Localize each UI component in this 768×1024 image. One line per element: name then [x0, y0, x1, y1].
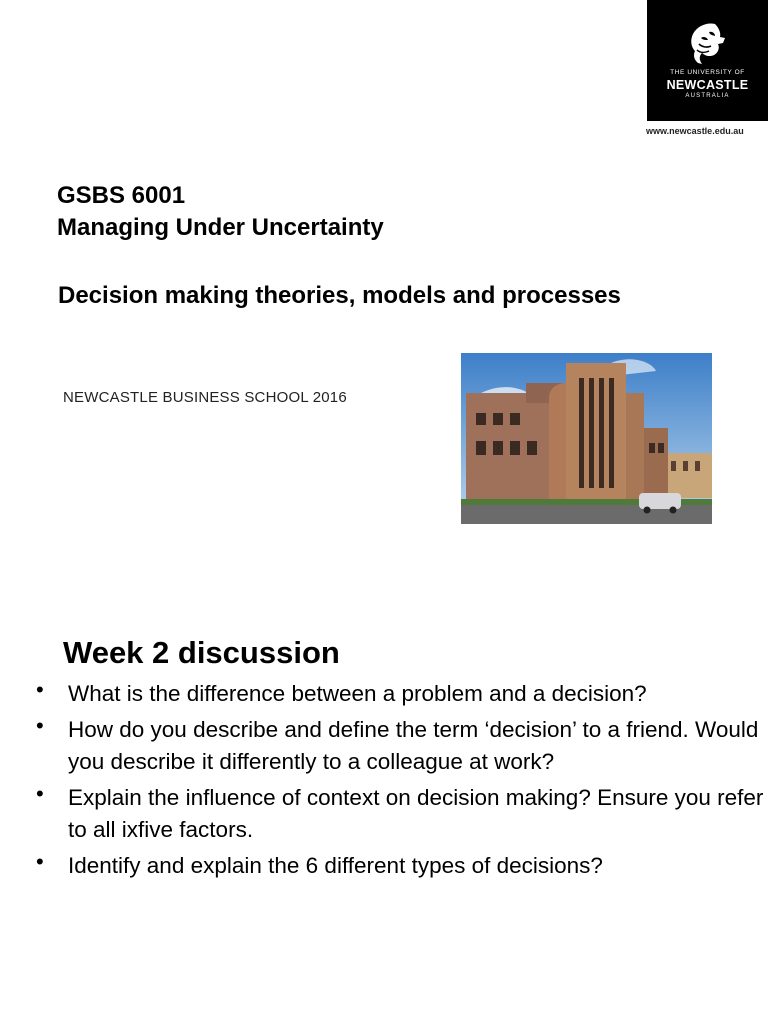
- discussion-heading: Week 2 discussion: [63, 635, 340, 670]
- bullet-icon: •: [36, 713, 44, 738]
- list-item: [34, 714, 764, 778]
- list-item: [34, 850, 764, 882]
- university-url: www.newcastle.edu.au: [646, 126, 744, 136]
- school-name: NEWCASTLE BUSINESS SCHOOL 2016: [63, 389, 347, 406]
- logo-line-newcastle: NEWCASTLE: [666, 78, 749, 92]
- course-name: Managing Under Uncertainty: [57, 214, 384, 241]
- list-item-text: Identify and explain the 6 different types of decisions?: [68, 853, 603, 878]
- seahorse-logo-icon: [685, 20, 729, 66]
- slide-title: Decision making theories, models and processes: [58, 282, 621, 309]
- bullet-icon: •: [36, 849, 44, 874]
- logo-line-university-of: THE UNIVERSITY OF: [670, 69, 745, 76]
- discussion-list: [34, 678, 764, 886]
- bullet-icon: •: [36, 781, 44, 806]
- logo-line-australia: AUSTRALIA: [685, 93, 730, 99]
- list-item: [34, 782, 764, 846]
- list-item-text: Explain the influence of context on decision making? Ensure you refer to all ixfive factors.: [68, 785, 764, 842]
- list-item-text: What is the difference between a problem and a decision?: [68, 681, 647, 706]
- bullet-icon: •: [36, 677, 44, 702]
- list-item: [34, 678, 764, 710]
- list-item-text: How do you describe and define the term ‘decision’ to a friend. Would you describe it differently to a colleague at work?: [68, 717, 759, 774]
- course-code: GSBS 6001: [57, 182, 186, 209]
- building-photo: [461, 353, 712, 524]
- university-logo: [647, 0, 768, 121]
